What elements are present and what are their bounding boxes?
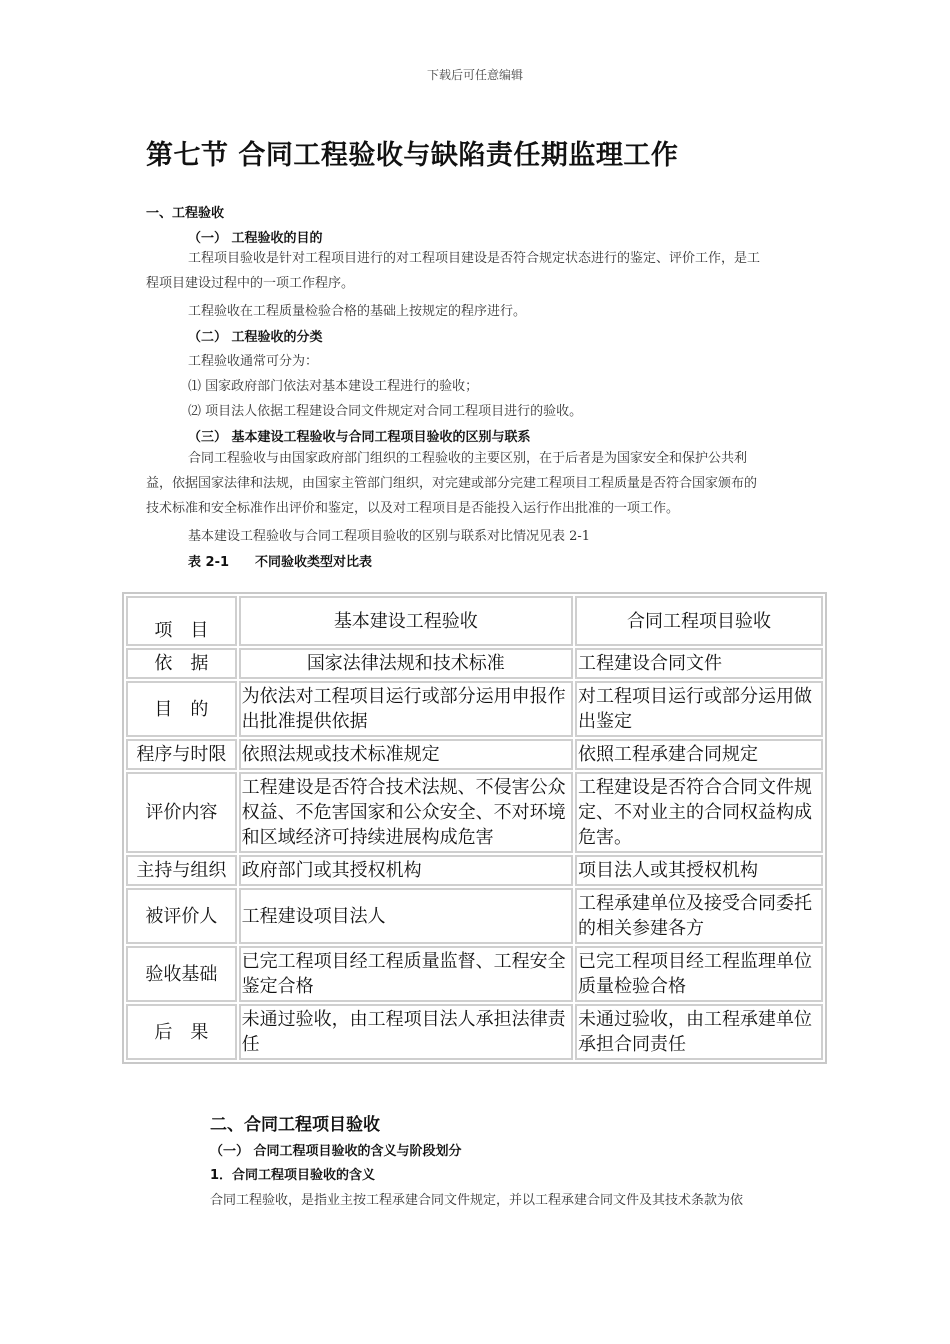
paragraph-purpose: 工程项目验收是针对工程项目进行的对工程项目建设是否符合规定状态进行的鉴定、评价工作，是工程项目建设过程中的一项工作程序。 — [146, 251, 761, 291]
table-header-cell: 项 目 — [126, 596, 237, 646]
section-heading-2: 二、合同工程项目验收 — [210, 1115, 380, 1135]
subheading-meaning: 1．合同工程项目验收的含义 — [210, 1168, 376, 1183]
table-cell: 后 果 — [126, 1004, 237, 1060]
table-cell: 政府部门或其授权机构 — [239, 855, 573, 886]
table-cell: 未通过验收，由工程项目法人承担法律责任 — [239, 1004, 573, 1060]
paragraph-table-ref: 基本建设工程验收与合同工程项目验收的区别与联系对比情况见表 2-1 — [188, 529, 591, 544]
list-item-2: ⑵ 项目法人依据工程建设合同文件规定对合同工程项目进行的验收。 — [188, 404, 583, 419]
table-cell: 已完工程项目经工程质量监督、工程安全鉴定合格 — [239, 946, 573, 1002]
table-cell: 依照法规或技术标准规定 — [239, 739, 573, 770]
table-row — [126, 855, 823, 886]
table-row — [126, 1004, 823, 1060]
paragraph-difference: 合同工程验收与由国家政府部门组织的工程验收的主要区别，在于后者是为国家安全和保护公共利益，依据国家法律和法规，由国家主管部门组织，对完建或部分完建工程项目工程质量是否符合国家颁布的技术标准和安全标准作出评价和鉴定，以及对工程项目是否能投入运行作出批准的一项工作。 — [146, 451, 758, 516]
paragraph-meaning: 合同工程验收，是指业主按工程承建合同文件规定，并以工程承建合同文件及其技术条款为依 — [210, 1193, 744, 1208]
table-cell: 工程建设项目法人 — [239, 888, 573, 944]
table-header-row — [126, 596, 823, 646]
table-cell: 目 的 — [126, 681, 237, 737]
table-row — [126, 888, 823, 944]
subheading-purpose: （一） 工程验收的目的 — [188, 231, 323, 246]
table-cell: 工程建设合同文件 — [575, 648, 823, 679]
table-row — [126, 946, 823, 1002]
table-cell: 验收基础 — [126, 946, 237, 1002]
subheading-classification: （二） 工程验收的分类 — [188, 330, 323, 345]
table-cell: 依照工程承建合同规定 — [575, 739, 823, 770]
table-cell: 工程建设是否符合技术法规、不侵害公众权益、不危害国家和公众安全、不对环境和区域经济可持续进展构成危害 — [239, 772, 573, 853]
table-cell: 主持与组织 — [126, 855, 237, 886]
page-title: 第七节 合同工程验收与缺陷责任期监理工作 — [146, 140, 679, 171]
page-header-note: 下载后可任意编辑 — [426, 68, 523, 82]
section-heading-1: 一、工程验收 — [146, 206, 225, 221]
list-item-1: ⑴ 国家政府部门依法对基本建设工程进行的验收； — [188, 379, 479, 394]
table-cell: 对工程项目运行或部分运用做出鉴定 — [575, 681, 823, 737]
table-cell: 工程建设是否符合合同文件规定、不对业主的合同权益构成危害。 — [575, 772, 823, 853]
table-cell: 评价内容 — [126, 772, 237, 853]
paragraph-procedure: 工程验收在工程质量检验合格的基础上按规定的程序进行。 — [188, 304, 527, 319]
table-row — [126, 772, 823, 853]
table-caption: 表 2-1 不同验收类型对比表 — [188, 555, 373, 570]
comparison-table — [122, 592, 827, 1064]
table-cell: 项目法人或其授权机构 — [575, 855, 823, 886]
table-row — [126, 739, 823, 770]
table-cell: 工程承建单位及接受合同委托的相关参建各方 — [575, 888, 823, 944]
table-cell: 程序与时限 — [126, 739, 237, 770]
table-cell: 国家法律法规和技术标准 — [239, 648, 573, 679]
table-header-cell: 合同工程项目验收 — [575, 596, 823, 646]
subheading-difference: （三） 基本建设工程验收与合同工程项目验收的区别与联系 — [188, 430, 531, 445]
table-cell: 已完工程项目经工程监理单位质量检验合格 — [575, 946, 823, 1002]
paragraph-classification-intro: 工程验收通常可分为： — [188, 354, 319, 369]
subheading-meaning-stages: （一） 合同工程项目验收的含义与阶段划分 — [210, 1144, 462, 1159]
table-row — [126, 648, 823, 679]
table-cell: 被评价人 — [126, 888, 237, 944]
table-cell: 依 据 — [126, 648, 237, 679]
table-header-cell: 基本建设工程验收 — [239, 596, 573, 646]
table-row — [126, 681, 823, 737]
table-cell: 为依法对工程项目运行或部分运用申报作出批准提供依据 — [239, 681, 573, 737]
table-cell: 未通过验收，由工程承建单位承担合同责任 — [575, 1004, 823, 1060]
